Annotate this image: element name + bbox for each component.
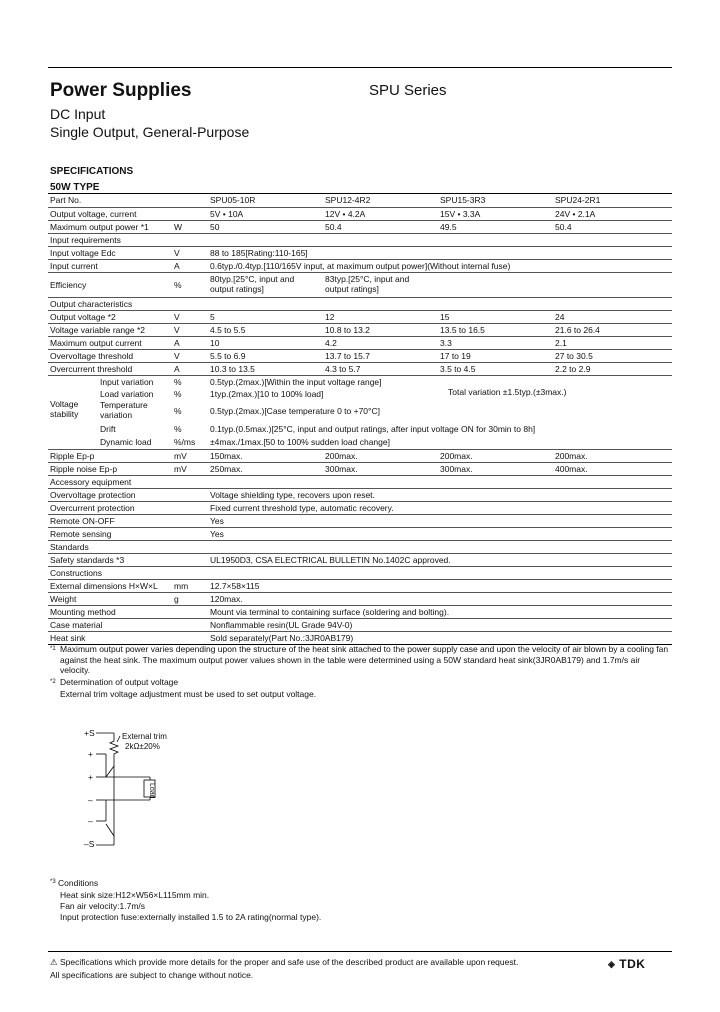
cell: 83typ.[25°C, input and output ratings] (325, 274, 410, 294)
row-label: Voltage variable range *2 (50, 325, 145, 335)
cell: 24 (555, 312, 565, 322)
section-label: Input requirements (50, 235, 121, 245)
cell: 200max. (325, 451, 358, 461)
section-row (48, 540, 672, 553)
footnote-3-line-2: Fan air velocity:1.7m/s (60, 901, 146, 911)
row-label: Case material (50, 620, 103, 630)
cell: 2.1 (555, 338, 567, 348)
row-label: Ripple Ep-p (50, 451, 95, 461)
row-label: Input variation (100, 377, 154, 387)
table-row (48, 349, 672, 362)
unit: V (174, 312, 180, 322)
row-label: Input current (50, 261, 98, 271)
unit: %/ms (174, 437, 196, 447)
cell: Yes (210, 516, 224, 526)
cell: Voltage shielding type, recovers upon reset. (210, 490, 375, 500)
cell: 88 to 185[Rating:110-165] (210, 248, 308, 258)
row-label: Overcurrent threshold (50, 364, 133, 374)
section-row (48, 297, 672, 310)
footer-note-1-text: Specifications which provide more details for the proper and safe use of the described product are available upon request. (60, 957, 519, 967)
cell: 27 to 30.5 (555, 351, 593, 361)
table-row (48, 323, 672, 336)
diagram-plus-s: +S (84, 728, 95, 738)
table-row (48, 501, 672, 514)
unit: A (174, 338, 180, 348)
cell: Sold separately(Part No.:3JR0AB179) (210, 633, 354, 643)
row-label: Overvoltage threshold (50, 351, 134, 361)
cell: 250max. (210, 464, 243, 474)
row-label: Load variation (100, 389, 154, 399)
cell: 12 (325, 312, 335, 322)
unit: % (174, 377, 182, 387)
row-label: Drift (100, 424, 116, 434)
row-label: Output voltage *2 (50, 312, 116, 322)
cell: 5V • 10A (210, 209, 244, 219)
cell: 4.5 to 5.5 (210, 325, 246, 335)
cell: Nonflammable resin(UL Grade 94V-0) (210, 620, 353, 630)
unit: % (174, 389, 182, 399)
table-row (48, 449, 672, 462)
table-row (48, 618, 672, 631)
row-label: Efficiency (50, 280, 87, 290)
footnote-mark: *3 (50, 879, 56, 885)
group-label: Voltage stability (50, 399, 79, 419)
cell: 15 (440, 312, 450, 322)
row-label: Remote sensing (50, 529, 112, 539)
unit: V (174, 325, 180, 335)
cell: ±4max./1max.[50 to 100% sudden load change] (210, 437, 390, 447)
section-row (48, 566, 672, 579)
cell: 200max. (440, 451, 473, 461)
tdk-logo-text: TDK (619, 957, 646, 971)
cell: 80typ.[25°C, input and output ratings] (210, 274, 295, 294)
unit: A (174, 364, 180, 374)
cell: 3.3 (440, 338, 452, 348)
cell: Yes (210, 529, 224, 539)
cell: 0.6typ./0.4typ.[110/165V input, at maximum output power](Without internal fuse) (210, 261, 511, 271)
table-row (48, 553, 672, 566)
cell: 300max. (440, 464, 473, 474)
table-row (48, 246, 672, 259)
unit: mV (174, 451, 187, 461)
footnote-3-line-3: Input protection fuse:externally installed 1.5 to 2A rating(normal type). (60, 912, 322, 922)
cell: UL1950D3, CSA ELECTRICAL BULLETIN No.1402C approved. (210, 555, 451, 565)
cell: 0.5typ.(2max.)[Within the input voltage range] (210, 377, 382, 387)
footer-note-2: All specifications are subject to change without notice. (50, 970, 254, 980)
row-label: Maximum output power *1 (50, 222, 149, 232)
cell: 10 (210, 338, 220, 348)
cell: Fixed current threshold type, automatic recovery. (210, 503, 394, 513)
cell: 12V • 4.2A (325, 209, 366, 219)
table-row (48, 207, 672, 220)
cell: 5.5 to 6.9 (210, 351, 246, 361)
row-label: Overvoltage protection (50, 490, 136, 500)
cell: Mount via terminal to containing surface (soldering and bolting). (210, 607, 450, 617)
row-label: Dynamic load (100, 437, 152, 447)
unit: mV (174, 464, 187, 474)
cell: 21.6 to 26.4 (555, 325, 600, 335)
cell: 0.5typ.(2max.)[Case temperature 0 to +70°C] (210, 406, 380, 416)
footnote-mark: *1 (50, 646, 56, 652)
footnote-3: Conditions (58, 878, 99, 888)
row-label: Ripple noise Ep-p (50, 464, 118, 474)
section-label: Accessory equipment (50, 477, 132, 487)
footnote-2-text: External trim voltage adjustment must be used to set output voltage. (60, 689, 317, 699)
section-label: Constructions (50, 568, 102, 578)
cell: 17 to 19 (440, 351, 471, 361)
section-label: Output characteristics (50, 299, 133, 309)
cell: 2.2 to 2.9 (555, 364, 591, 374)
row-label: Maximum output current (50, 338, 142, 348)
external-trim-label: External trim (122, 732, 167, 741)
load-label: Load (148, 783, 155, 799)
voltage-stability-block (48, 375, 672, 449)
unit: % (174, 424, 182, 434)
part-no-1: SPU05-10R (210, 195, 256, 205)
tdk-mark-icon: ◈ (608, 959, 616, 969)
table-row (48, 527, 672, 540)
unit: A (174, 261, 180, 271)
bottom-rule (48, 951, 672, 952)
cell: 300max. (325, 464, 358, 474)
table-row (48, 605, 672, 618)
table-row (48, 362, 672, 375)
section-row (48, 475, 672, 488)
diagram-plus-2: + (88, 772, 93, 782)
cell: 150max. (210, 451, 243, 461)
cell: 13.7 to 15.7 (325, 351, 370, 361)
diagram-minus-2: – (88, 816, 93, 826)
cell: 10.8 to 13.2 (325, 325, 370, 335)
page-title: Power Supplies (50, 80, 192, 101)
cell: 12.7×58×115 (210, 581, 260, 591)
part-no-4: SPU24-2R1 (555, 195, 601, 205)
cell: 10.3 to 13.5 (210, 364, 255, 374)
part-no-3: SPU15-3R3 (440, 195, 486, 205)
unit: V (174, 248, 180, 258)
cell: 50 (210, 222, 220, 232)
cell: 0.1typ.(0.5max.)[25°C, input and output ratings, after input voltage ON for 30min to 8h] (210, 424, 536, 434)
external-trim-value: 2kΩ±20% (125, 742, 160, 751)
diagram-minus-s: –S (84, 839, 95, 849)
cell: 4.2 (325, 338, 337, 348)
row-label: Heat sink (50, 633, 86, 643)
diagram-minus-1: – (88, 795, 93, 805)
footnote-2: Determination of output voltage (60, 677, 179, 687)
cell: 120max. (210, 594, 243, 604)
row-label: Overcurrent protection (50, 503, 135, 513)
row-label: Temperature variation (100, 400, 148, 420)
diagram-plus-1: + (88, 749, 93, 759)
table-row (48, 220, 672, 233)
row-label: Remote ON-OFF (50, 516, 115, 526)
subtitle-dc-input: DC Input (50, 106, 106, 122)
table-row (48, 194, 672, 206)
table-row (48, 310, 672, 323)
cell: 200max. (555, 451, 588, 461)
footnote-3-line-1: Heat sink size:H12×W56×L115mm min. (60, 890, 210, 900)
cell: 49.5 (440, 222, 457, 232)
unit: mm (174, 581, 189, 591)
specifications-heading: SPECIFICATIONS (50, 166, 134, 177)
cell: 15V • 3.3A (440, 209, 481, 219)
total-variation: Total variation ±1.5typ.(±3max.) (448, 387, 567, 397)
top-rule (48, 67, 672, 68)
table-row (48, 579, 672, 592)
table-row (48, 631, 672, 645)
table-row (48, 259, 672, 272)
series-name: SPU Series (369, 82, 447, 99)
cell: 24V • 2.1A (555, 209, 596, 219)
unit: W (174, 222, 183, 232)
table-row (48, 592, 672, 605)
table-row (48, 336, 672, 349)
unit: % (174, 406, 182, 416)
cell: 1typ.(2max.)[10 to 100% load] (210, 389, 324, 399)
footnote-mark: *2 (50, 679, 56, 685)
row-label: Input voltage Edc (50, 248, 116, 258)
table-row (48, 514, 672, 527)
row-label: External dimensions H×W×L (50, 581, 158, 591)
footer-note-1 (50, 957, 518, 968)
unit: g (174, 594, 179, 604)
subtitle-output: Single Output, General-Purpose (50, 124, 250, 140)
table-row (48, 272, 672, 297)
row-label: Weight (50, 594, 77, 604)
footnote-1: Maximum output power varies depending upon the structure of the heat sink attached to the power supply case and upon the velocity of air blown by a cooling fan against the heat sink. The maximum output power values shown in the table were determined using a 50W standard heat sink(3JR0AB179) and 1.7m/s air velocity. (60, 644, 669, 675)
table-row (48, 462, 672, 475)
type-heading: 50W TYPE (50, 182, 100, 193)
cell: 5 (210, 312, 215, 322)
unit: V (174, 351, 180, 361)
row-label: Part No. (50, 195, 82, 205)
cell: 3.5 to 4.5 (440, 364, 476, 374)
row-label: Output voltage, current (50, 209, 137, 219)
unit: % (174, 280, 182, 290)
row-label: Safety standards *3 (50, 555, 125, 565)
section-label: Standards (50, 542, 89, 552)
row-label: Mounting method (50, 607, 116, 617)
cell: 13.5 to 16.5 (440, 325, 485, 335)
cell: 50.4 (555, 222, 572, 232)
warning-icon: ⚠ (50, 957, 58, 967)
cell: 4.3 to 5.7 (325, 364, 361, 374)
section-row (48, 233, 672, 246)
table-row (48, 488, 672, 501)
cell: 50.4 (325, 222, 342, 232)
cell: 400max. (555, 464, 588, 474)
tdk-logo (608, 957, 645, 971)
part-no-2: SPU12-4R2 (325, 195, 371, 205)
